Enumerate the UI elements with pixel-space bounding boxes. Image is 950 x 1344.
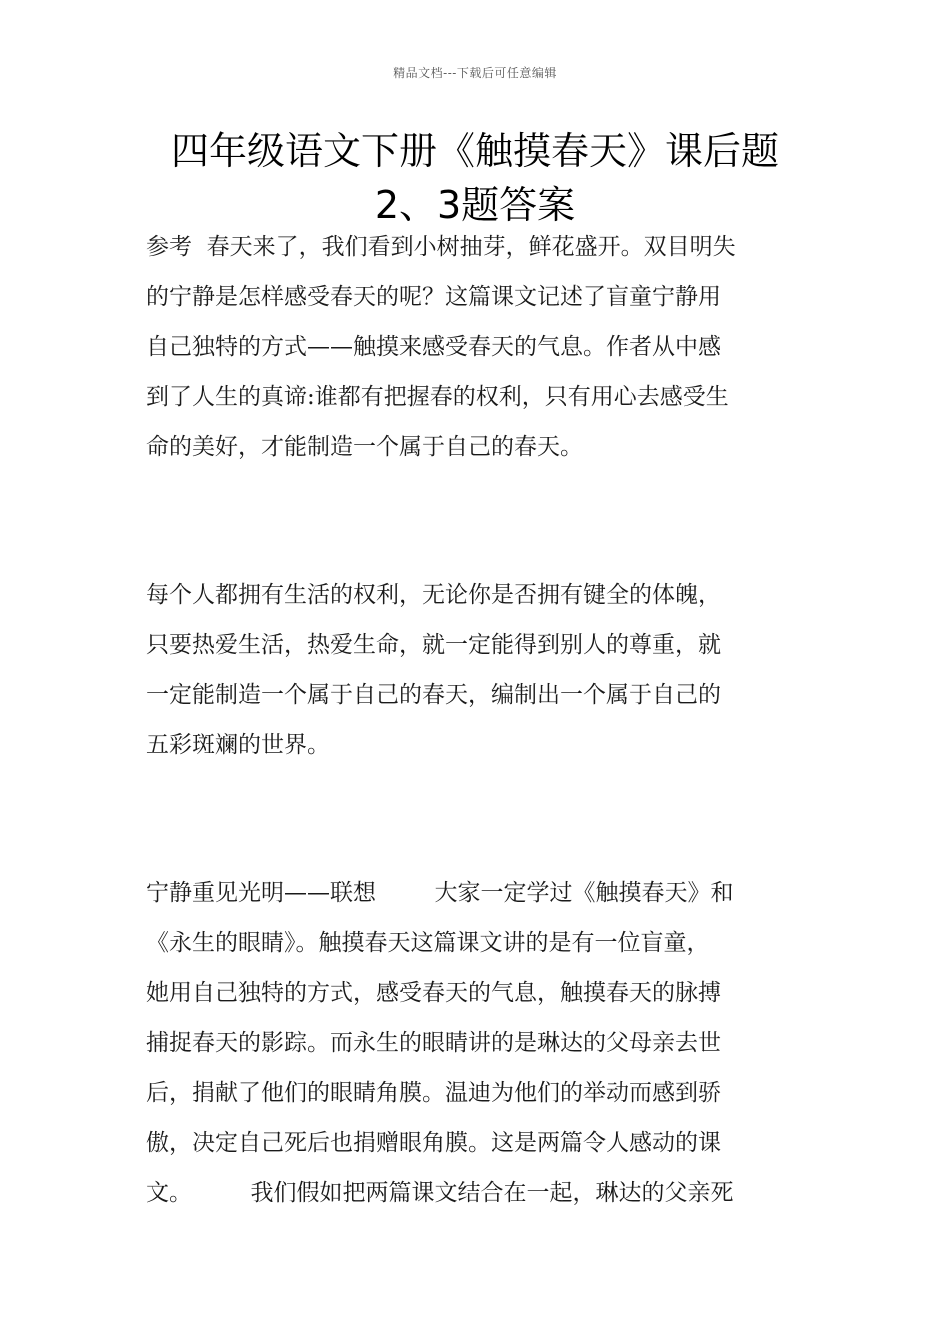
paragraph-line: 后，捐献了他们的眼睛角膜。温迪为他们的举动而感到骄	[146, 1080, 721, 1106]
paragraph-line: 《永生的眼睛》。触摸春天这篇课文讲的是有一位盲童，	[146, 930, 710, 956]
document-title	[100, 124, 850, 232]
paragraph-line: 到了人生的真谛:谁都有把握春的权利，只有用心去感受生	[146, 384, 729, 410]
paragraph-line: 文。 我们假如把两篇课文结合在一起，琳达的父亲死	[146, 1180, 734, 1206]
paragraph-line: 每个人都拥有生活的权利，无论你是否拥有键全的体魄，	[146, 582, 721, 608]
title-line-1: 四年级语文下册《触摸春天》课后题	[170, 129, 779, 173]
header-note: 精品文档---下载后可任意编辑	[393, 66, 557, 80]
paragraph-line: 宁静重见光明——联想 大家一定学过《触摸春天》和	[146, 880, 734, 906]
paragraph-line: 五彩斑斓的世界。	[146, 732, 330, 758]
paragraph-line: 自己独特的方式——触摸来感受春天的气息。作者从中感	[146, 334, 721, 360]
paragraph-line: 命的美好，才能制造一个属于自己的春天。	[146, 434, 583, 460]
paragraph-line: 她用自己独特的方式，感受春天的气息，触摸春天的脉搏	[146, 980, 721, 1006]
paragraph-line: 傲，决定自己死后也捐赠眼角膜。这是两篇令人感动的课	[146, 1130, 721, 1156]
paragraph-line: 的宁静是怎样感受春天的呢？这篇课文记述了盲童宁静用	[146, 284, 721, 310]
paragraph-association	[146, 868, 808, 1218]
paragraph-line: 参考 春天来了，我们看到小树抽芽，鲜花盛开。双目明失	[146, 234, 736, 260]
paragraph-answer-reference	[146, 222, 808, 472]
paragraph-line: 一定能制造一个属于自己的春天，编制出一个属于自己的	[146, 682, 721, 708]
paragraph-line: 只要热爱生活，热爱生命，就一定能得到别人的尊重，就	[146, 632, 721, 658]
title-line-2: 2、3题答案	[374, 183, 576, 227]
paragraph-line: 捕捉春天的影踪。而永生的眼睛讲的是琳达的父母亲去世	[146, 1030, 721, 1056]
paragraph-right-to-life	[146, 570, 808, 770]
